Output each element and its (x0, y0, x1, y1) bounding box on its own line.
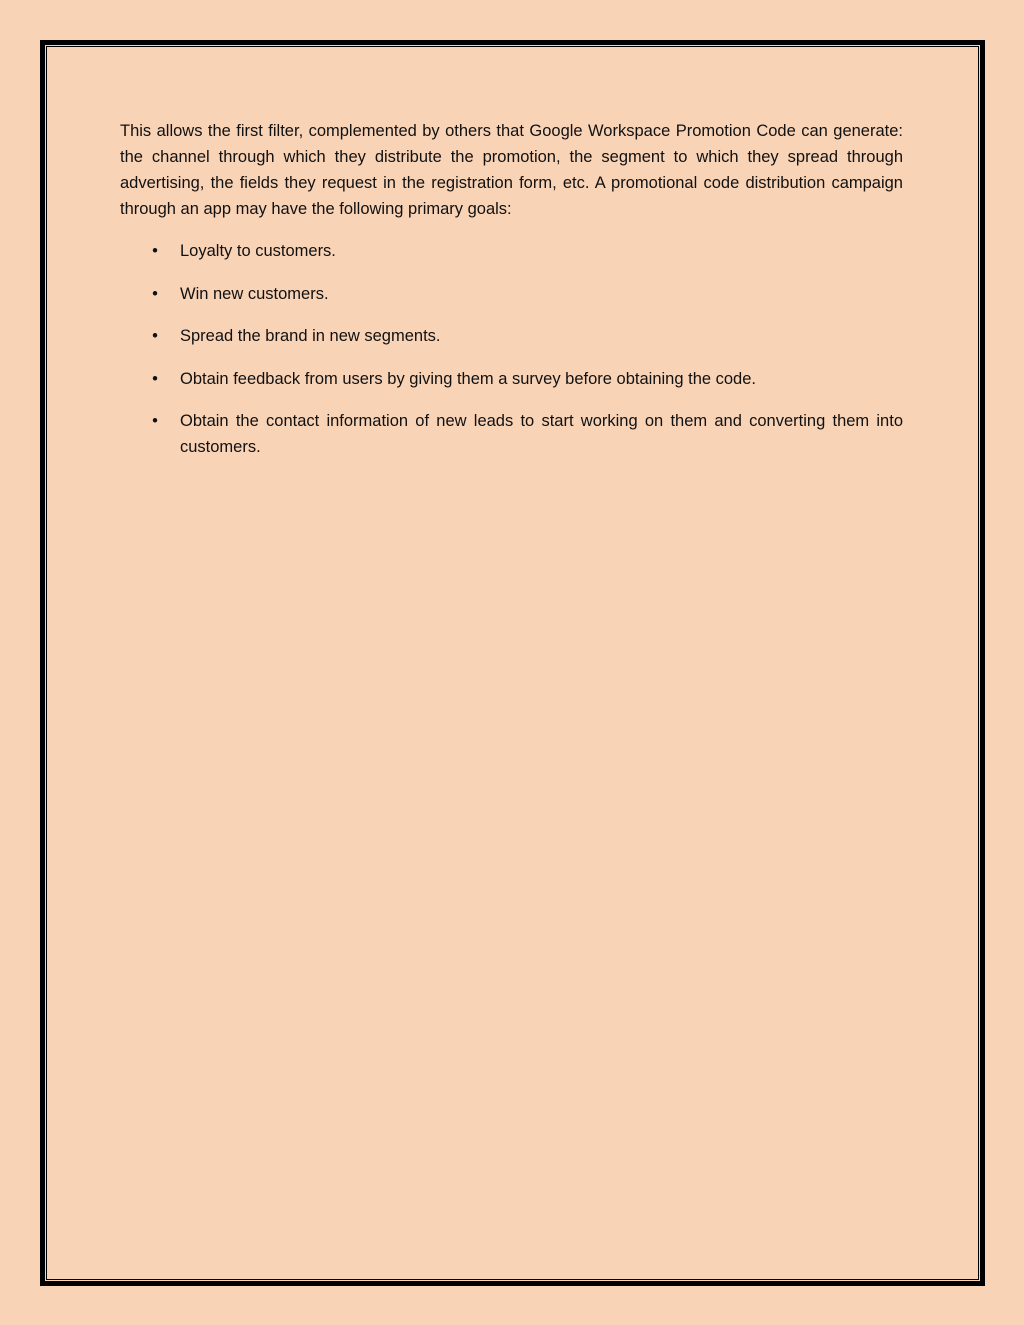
goals-list (120, 238, 903, 460)
document-body (120, 118, 903, 477)
list-item (120, 366, 903, 392)
list-item (120, 323, 903, 349)
list-item (120, 408, 903, 460)
goal-text: Obtain the contact information of new leads to start working on them and converting them into customers. (180, 412, 903, 456)
list-item (120, 281, 903, 307)
bullet-icon: • (152, 284, 158, 303)
bullet-icon: • (152, 242, 158, 260)
list-item (120, 238, 903, 264)
bullet-icon: • (152, 327, 158, 345)
goal-text: Loyalty to customers. (180, 242, 336, 260)
goal-text: Win new customers. (180, 284, 329, 303)
goal-text: Spread the brand in new segments. (180, 327, 441, 345)
bullet-icon: • (152, 412, 158, 430)
bullet-icon: • (152, 369, 158, 388)
goal-text: Obtain feedback from users by giving them a survey before obtaining the code. (180, 369, 756, 388)
intro-paragraph: This allows the first filter, complemented by others that Google Workspace Promotion Code can generate: the channel through which they distribute the promotion, the segment to which they spread through advertising, the fields they request in the registration form, etc. A promotional code distribution campaign through an app may have the following primary goals: (120, 122, 903, 218)
